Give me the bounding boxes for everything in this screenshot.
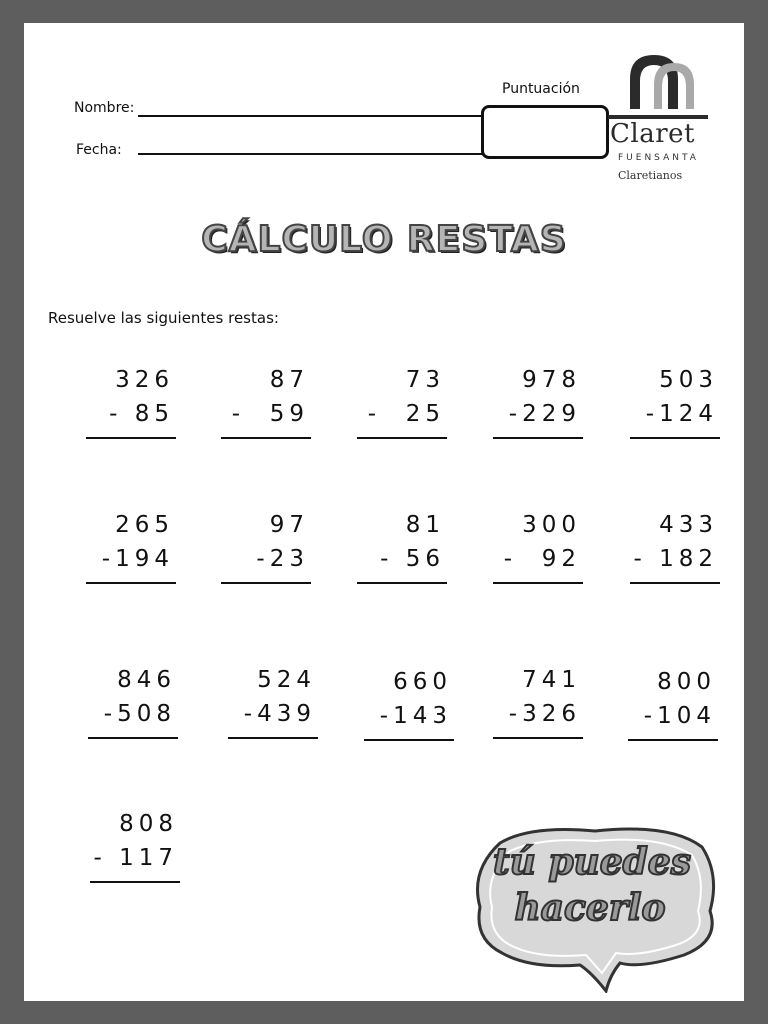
problem-10 [630, 508, 720, 584]
answer-line [364, 739, 454, 741]
subtrahend: - 182 [633, 546, 718, 572]
encouragement-line-2: hacerlo [514, 887, 666, 929]
answer-line [493, 737, 583, 739]
problem-8 [357, 508, 447, 584]
page-title: CÁLCULO RESTAS [201, 219, 567, 260]
minuend: 265 [115, 512, 174, 538]
answer-line [86, 582, 176, 584]
problem-2 [221, 363, 311, 439]
answer-line [86, 437, 176, 439]
subtrahend: -326 [508, 701, 581, 727]
logo-subtitle-2: Claretianos [618, 169, 683, 182]
answer-line [628, 739, 718, 741]
minuend: 87 [269, 367, 309, 393]
problem-9 [493, 508, 583, 584]
problem-16 [90, 807, 180, 883]
problem-12 [228, 663, 318, 739]
subtrahend: - 92 [503, 546, 581, 572]
subtrahend: -143 [379, 703, 452, 729]
subtrahend: - 59 [231, 401, 309, 427]
problem-5 [630, 363, 720, 439]
logo-arches-icon [604, 49, 714, 109]
minuend: 300 [522, 512, 581, 538]
subtrahend: -439 [243, 701, 316, 727]
answer-line [88, 737, 178, 739]
date-label: Fecha: [76, 142, 122, 158]
subtrahend: - 25 [367, 401, 445, 427]
logo-subtitle: FUENSANTA [618, 153, 699, 163]
instruction-text: Resuelve las siguientes restas: [48, 309, 279, 327]
problem-14 [493, 663, 583, 739]
answer-line [228, 737, 318, 739]
answer-line [493, 437, 583, 439]
answer-line [493, 582, 583, 584]
problem-1 [86, 363, 176, 439]
date-line [138, 153, 482, 155]
minuend: 524 [257, 667, 316, 693]
minuend: 846 [117, 667, 176, 693]
answer-line [221, 582, 311, 584]
encouragement-sticker [470, 823, 720, 993]
subtrahend: -23 [256, 546, 309, 572]
subtrahend: - 56 [380, 546, 445, 572]
subtrahend: -104 [643, 703, 716, 729]
problem-4 [493, 363, 583, 439]
subtrahend: -194 [101, 546, 174, 572]
minuend: 978 [522, 367, 581, 393]
minuend: 81 [405, 512, 445, 538]
claret-logo [604, 49, 714, 182]
minuend: 433 [659, 512, 718, 538]
answer-line [357, 582, 447, 584]
answer-line [630, 582, 720, 584]
problem-3 [357, 363, 447, 439]
answer-line [630, 437, 720, 439]
minuend: 326 [115, 367, 174, 393]
minuend: 503 [659, 367, 718, 393]
problem-6 [86, 508, 176, 584]
logo-name: Claret [610, 119, 695, 149]
problem-13 [364, 665, 454, 741]
subtrahend: -124 [645, 401, 718, 427]
name-label: Nombre: [74, 100, 135, 116]
encouragement-line-1: tú puedes [493, 841, 691, 883]
problem-11 [88, 663, 178, 739]
subtrahend: - 85 [109, 401, 174, 427]
answer-line [357, 437, 447, 439]
subtrahend: -508 [103, 701, 176, 727]
minuend: 660 [393, 669, 452, 695]
answer-line [221, 437, 311, 439]
subtrahend: -229 [508, 401, 581, 427]
score-box [481, 105, 609, 159]
name-line [138, 115, 482, 117]
minuend: 741 [522, 667, 581, 693]
score-label: Puntuación [502, 81, 580, 97]
worksheet-page [24, 23, 744, 1001]
answer-line [90, 881, 180, 883]
minuend: 73 [405, 367, 445, 393]
problem-15 [628, 665, 718, 741]
minuend: 800 [657, 669, 716, 695]
problem-7 [221, 508, 311, 584]
minuend: 808 [119, 811, 178, 837]
minuend: 97 [269, 512, 309, 538]
subtrahend: - 117 [93, 845, 178, 871]
